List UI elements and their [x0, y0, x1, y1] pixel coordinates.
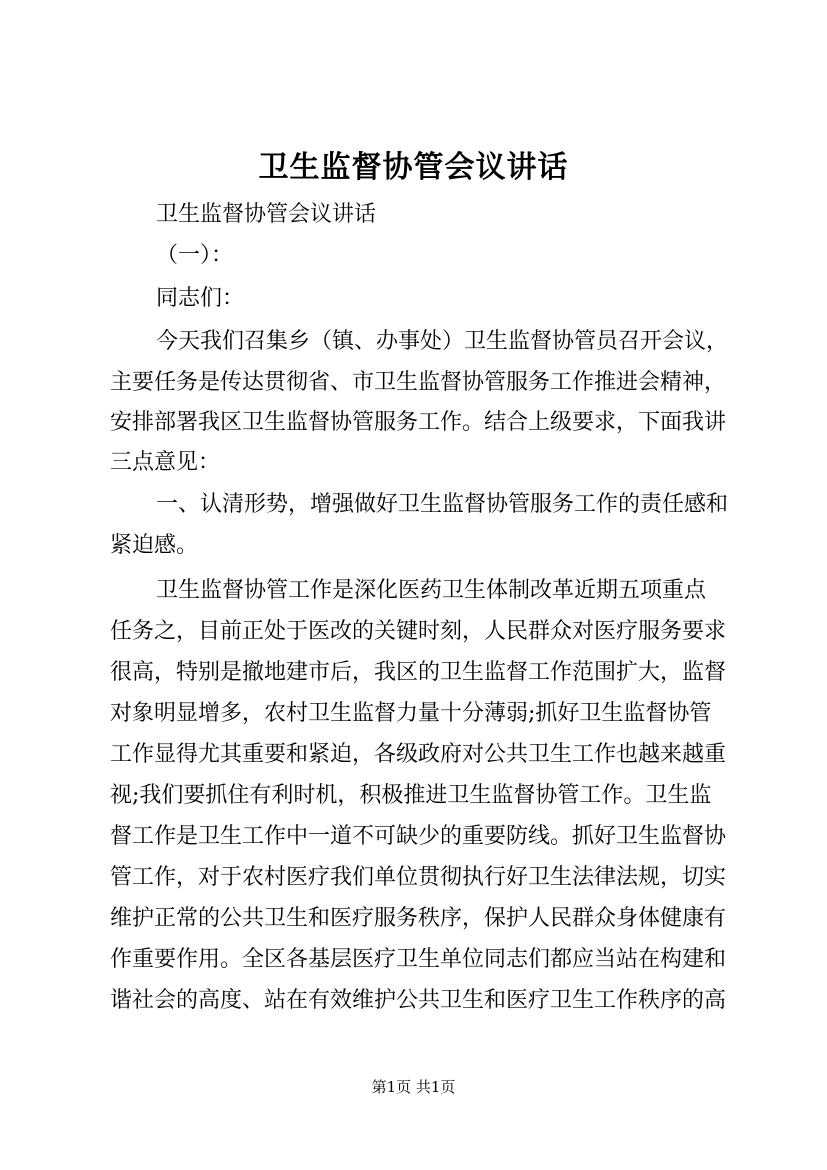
paragraph-line: 紧迫感。	[110, 533, 199, 558]
paragraph-line: 安排部署我区卫生监督协管服务工作。结合上级要求，下面我讲	[110, 410, 727, 435]
paragraph-line: 今天我们召集乡（镇、办事处）卫生监督协管员召开会议，	[156, 329, 729, 354]
paragraph-line: 督工作是卫生工作中一道不可缺少的重要防线。抓好卫生监督协	[110, 824, 727, 849]
paragraph-line: 管工作，对于农村医疗我们单位贯彻执行好卫生法律法规，切实	[110, 865, 727, 890]
page-number: 第1页 共1页	[371, 1078, 456, 1096]
paragraph-line: 主要任务是传达贯彻省、市卫生监督协管服务工作推进会精神，	[110, 370, 727, 395]
section-mark: （一）：	[156, 243, 234, 268]
paragraph-line: 视;我们要抓住有利时机，积极推进卫生监督协管工作。卫生监	[110, 783, 712, 808]
paragraph-line: 卫生监督协管工作是深化医药卫生体制改革近期五项重点	[156, 578, 707, 603]
document-title: 卫生监督协管会议讲话	[258, 150, 569, 185]
paragraph-line: 对象明显增多，农村卫生监督力量十分薄弱;抓好卫生监督协管	[110, 701, 712, 726]
paragraph-line: 三点意见：	[110, 450, 221, 475]
paragraph-line: 一、认清形势，增强做好卫生监督协管服务工作的责任感和	[156, 492, 729, 517]
paragraph-line: 谐社会的高度、站在有效维护公共卫生和医疗卫生工作秩序的高	[110, 988, 727, 1013]
salutation: 同志们：	[156, 286, 245, 311]
paragraph-line: 工作显得尤其重要和紧迫，各级政府对公共卫生工作也越来越重	[110, 742, 727, 767]
paragraph-line: 很高，特别是撤地建市后，我区的卫生监督工作范围扩大，监督	[110, 660, 727, 685]
paragraph-line: 作重要作用。全区各基层医疗卫生单位同志们都应当站在构建和	[110, 947, 727, 972]
paragraph-line: 任务之，目前正处于医改的关键时刻，人民群众对医疗服务要求	[110, 619, 727, 644]
document-subtitle: 卫生监督协管会议讲话	[156, 202, 377, 227]
paragraph-line: 维护正常的公共卫生和医疗服务秩序，保护人民群众身体健康有	[110, 906, 727, 931]
